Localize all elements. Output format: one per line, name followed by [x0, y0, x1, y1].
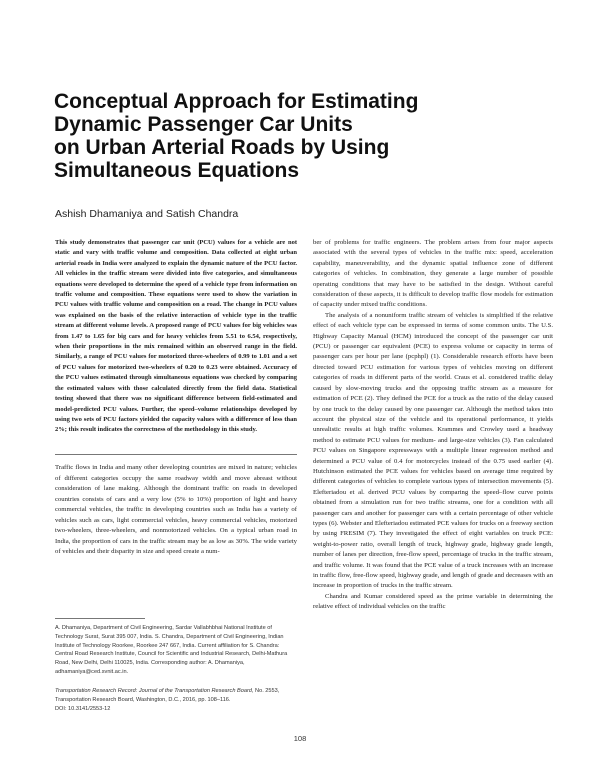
body-paragraph: Traffic flows in India and many other developing countries are mixed in nature; vehicles of different categories occupy the same roadway width and move abreast without consideration of lane making. Although the dominant traffic on roads in developed countries consists of cars and a very low (5% to 10%) proportion of light and heavy commercial vehicles, the traffic in developing countries such as India has a variety of vehicles such as cars, light commercial vehicles, heavy commercial vehicles, motorized two-wheelers, three-wheelers, and nonmotorized vehicles. On a typical urban road in India, the proportion of cars in the traffic stream may be as low as 30%. The wide variety of vehicles and their disparity in size and speed create a num- — [55, 464, 297, 555]
body-paragraph: Chandra and Kumar considered speed as the prime variable in determining the relative effect of individual vehicles on the traffic — [313, 592, 553, 611]
journal-title: Transportation Research Record: Journal of the Transportation Research Board, — [55, 688, 254, 694]
page-number: 108 — [293, 734, 307, 743]
authors: Ashish Dhamaniya and Satish Chandra — [55, 208, 239, 220]
paper-title — [54, 90, 574, 182]
footnote-divider — [55, 618, 145, 619]
body-paragraph: The analysis of a nonuniform traffic stream of vehicles is simplified if the relative effect of each vehicle type can be expressed in terms of some common units. The U.S. Highway Capacity Manual (HCM) introduced the concept of the passenger car unit (PCU) or passenger car equivalent (PCE) to express volume or capacity in terms of passenger cars per hour per lane (pcphpl) (1). Considerable research efforts have been directed toward PCU estimation for various types of vehicles moving on different categories of roads in different parts of the world. Craus et al. considered traffic delay caused by slow-moving trucks and the opposing traffic stream as a measure for estimation of PCE (2). They defined the PCE for a truck as the ratio of the delay caused by one truck to the delay caused by one passenger car. Although the method takes into account the physical size of the vehicle and its operational performance, it yields unrealistic results at high traffic volumes. Krammes and Crowley used a headway method to estimate PCU values for medium- and large-size vehicles (3). Fan calculated PCU values on Singapore expressways with a multiple linear regression method and determined a PCU value of 0.4 for motorcycles instead of the 0.75 used earlier (4). Hutchinson estimated the PCE values for vehicles based on average time required by different categories of vehicles to complete various types of intersection movements (5). Elefteriadou et al. derived PCU values by comparing the speed–flow curve points obtained from a simulation run for two traffic streams, one for a condition with all passenger cars and another for passenger cars with a certain percentage of other vehicle types (6). Webster and Elefteriadou estimated PCE values for trucks on a freeway section by using FRESIM (7). They investigated the effect of eight variables on truck PCE: weight-to-power ratio, overall length of truck, highway grade, highway grade length, number of lanes per direction, free-flow speed, percentage of trucks in the traffic stream, and traffic volume. It was found that the PCE value of a truck increases with an increase in traffic flow, free-flow speed, highway grade, and length of grade and decreases with an increase in proportion of trucks in the traffic stream. — [313, 311, 553, 590]
abstract-divider — [55, 454, 297, 455]
journal-details: No. 2553, Transportation Research Board, Washington, D.C., 2016, pp. 108–116. — [55, 688, 280, 703]
doi: DOI: 10.3141/2553-12 — [55, 705, 111, 712]
body-column-left — [55, 463, 297, 558]
title-line: on Urban Arterial Roads by Using — [54, 136, 390, 159]
author-affiliations: A. Dhamaniya, Department of Civil Engineering, Sardar Vallabhbhai National Institute of Technology Surat, Surat 395 007, India. S. Chandra, Department of Civil Engineering, Indian Institute of Technology Roorkee, Roorkee 247 667, India. Current affiliation for S. Chandra: Central Road Research Institute, Council for Scientific and Industrial Research, Delhi-Mathura Road, New Delhi, Delhi 110025, India. Corresponding author: A. Dhamaniya, adhamaniya@ced.svnit.ac.in. — [55, 625, 288, 675]
abstract: This study demonstrates that passenger car unit (PCU) values for a vehicle are not static and vary with traffic volume and composition. Data collected at eight urban arterial roads in India were analyzed to explain the dynamic nature of the PCU factor. All vehicles in the traffic stream were divided into five categories, and simultaneous equations were developed to determine the speed of a vehicle type from information on traffic volume and composition. These equations were used to show the variation in PCU values with traffic volume and composition on a road. The change in PCU values was explained on the basis of the relative interaction of vehicle type in the traffic stream at different volume levels. A proposed range of PCU values for big vehicles was from 1.47 to 1.65 for big cars and for heavy vehicles from 5.51 to 6.54, respectively, when their proportions in the mix remained within an observed range in the field. Similarly, a range of PCU values for motorized three-wheelers of 0.99 to 1.01 and a set of PCU values for motorized two-wheelers of 0.20 to 0.23 were obtained. Accuracy of the PCU values estimated through simultaneous equations was checked by comparing the estimated values with those calculated directly from the field data. Statistical testing showed that there was no significant difference between field-estimated and model-predicted PCU values. Further, the speed–volume relationships developed by using two sets of PCU factors yielded the capacity values with a difference of less than 2%; this result indicates the correctness of the methodology in this study. — [55, 239, 297, 434]
body-column-right — [313, 238, 553, 613]
body-paragraph: ber of problems for traffic engineers. The problem arises from four major aspects associated with the several types of vehicles in the traffic mix: speed, acceleration capability, maneuverability, and the dynamic spatial influence zone of different categories of vehicles. In combination, they generate a large number of possible operating conditions that may have to be satisfied in the design. Without careful consideration of these aspects, it is difficult to develop traffic flow models for estimation of capacity under mixed traffic conditions. — [313, 239, 553, 309]
title-line: Simultaneous Equations — [54, 159, 300, 182]
title-line: Conceptual Approach for Estimating — [54, 90, 419, 113]
title-line: Dynamic Passenger Car Units — [54, 113, 353, 136]
journal-reference — [55, 687, 297, 713]
